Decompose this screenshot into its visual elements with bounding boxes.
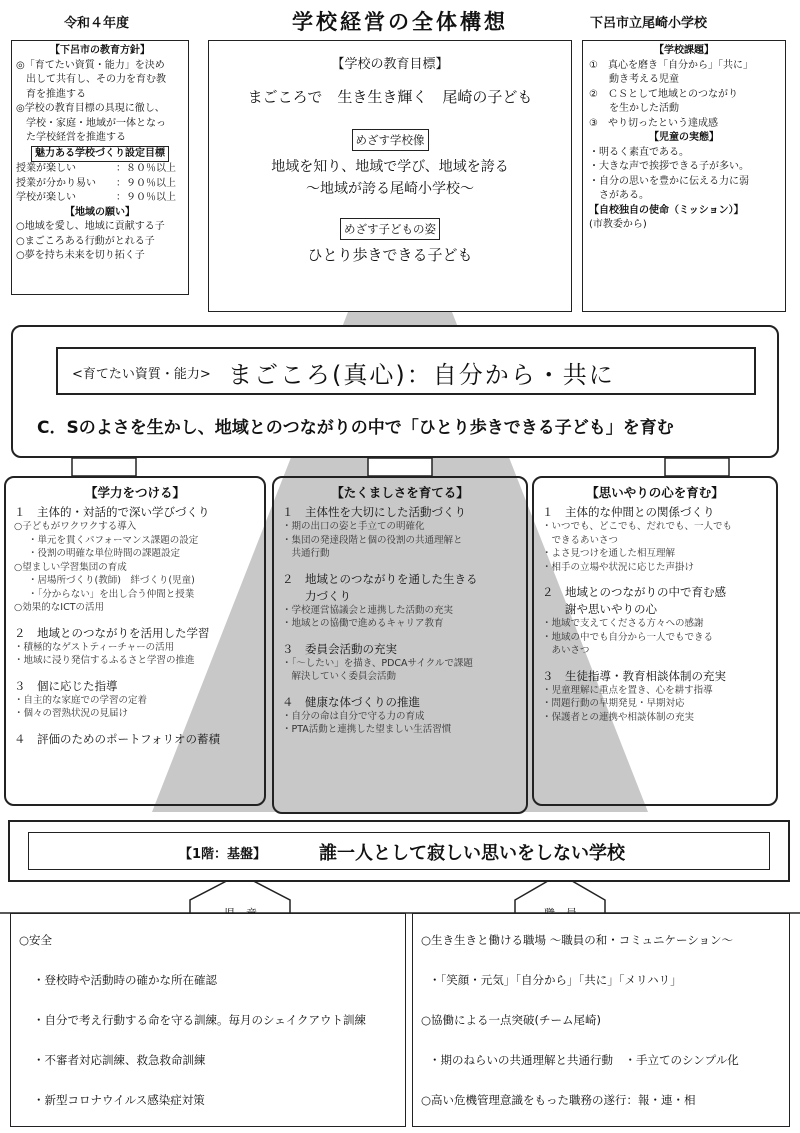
section-item: ・積極的なゲストティーチャーの活用 [14, 641, 175, 653]
school-issues-box [582, 40, 786, 312]
section-item: ・集団の発達段階と個の役割の共通理解と [282, 534, 463, 546]
section-item: ・PTA活動と連携した望ましい生活習慣 [282, 724, 452, 735]
section-item: ・「分からない」を出し合う仲間と授業 [28, 588, 195, 600]
staff-panel [412, 913, 790, 1127]
section-item: できるあいさつ [542, 534, 619, 546]
target-value: ：９０％以上 [116, 192, 176, 203]
section-item: ・単元を貫くパフォーマンス課題の設定 [28, 534, 199, 546]
target-row [16, 177, 184, 192]
reality-line: ・自分の思いを豊かに伝える力に弱 [589, 175, 749, 187]
academic-column [4, 476, 266, 806]
reality-line: ・大きな声で挨拶できる子が多い。 [589, 161, 749, 172]
goal-heading: 【学校の教育目標】 [331, 57, 449, 72]
foundation-bar [8, 820, 790, 882]
reality-line: ・明るく素直である。 [589, 146, 689, 158]
targets-heading: 魅力ある学校づくり設定目標 [31, 146, 169, 163]
kindness-heading: 【思いやりの心を育む】 [586, 485, 724, 500]
child-image: ひとり歩きできる子ども [307, 246, 473, 264]
page-title: 学校経営の全体構想 [292, 10, 508, 34]
target-value: ：８０％以上 [116, 163, 176, 174]
section-item: ○望ましい学習集団の育成 [14, 561, 127, 573]
issue-line: ② ＣＳとして地域とのつながり [589, 88, 738, 100]
wish-item: ○まごころある行動がとれる子 [16, 235, 155, 247]
section-item: ・相手の立場や状況に応じた声掛け [542, 561, 695, 573]
school-name: 下呂市立尾崎小学校 [590, 16, 708, 31]
policy-line: ◎学校の教育目標の具現に徹し、 [16, 103, 165, 114]
section-item: ・居場所づくり(教師) 絆づくり(児童) [28, 575, 195, 586]
children-line: ・登校時や活動時の確かな所在確認 [33, 973, 217, 987]
strength-heading: 【たくましさを育てる】 [331, 485, 469, 500]
reality-heading: 【児童の実態】 [649, 132, 719, 143]
children-line: ○安全 [19, 933, 53, 947]
section-item: あいさつ [542, 645, 590, 656]
section-title: ４ 健康な体づくりの推進 [282, 694, 420, 709]
target-label: 学校が楽しい [16, 192, 76, 203]
section-item: ・自主的な家庭での学習の定着 [14, 694, 148, 706]
target-value: ：９０％以上 [116, 177, 176, 189]
section-title: ３ 委員会活動の充実 [282, 641, 397, 656]
children-panel [10, 913, 406, 1127]
section-item: 解決していく委員会活動 [282, 671, 397, 682]
section-item: ・よさ見つけを通した相互理解 [542, 548, 676, 559]
policy-line: 育を推進する [16, 88, 86, 100]
issue-line: ③ やり切ったという達成感 [589, 117, 718, 129]
section-title: ４ 評価のためのポートフォリオの蓄積 [14, 731, 220, 746]
year-label: 令和４年度 [64, 16, 130, 31]
city-policy-box [11, 40, 189, 295]
target-row [16, 191, 184, 206]
policy-line: ◎「育てたい資質・能力」を決め [16, 59, 165, 71]
staff-line: ・期のねらいの共通理解と共通行動 ・手立てのシンプル化 [429, 1053, 739, 1067]
section-item: ・期の出口の姿と手立ての明確化 [282, 521, 425, 532]
issue-line: 動き考える児童 [589, 74, 679, 85]
section-title: ３ 生徒指導・教育相談体制の充実 [542, 668, 726, 683]
school-policy: C．Sのよさを生かし、地域とのつながりの中で「ひとり歩きできる子ども」を育む [37, 418, 674, 438]
children-line: ・不審者対応訓練、救急救命訓練 [33, 1053, 206, 1067]
section-title: ２ 地域とのつながりを通した生きる [282, 571, 478, 586]
section-item: ・学校運営協議会と連携した活動の充実 [282, 604, 454, 616]
strength-column [272, 476, 528, 814]
wish-item: ○地域を愛し、地域に貢献する子 [16, 221, 165, 232]
qualities-box [11, 325, 779, 458]
section-title: １ 主体的・対話的で深い学びづくり [14, 505, 210, 519]
issue-line: ① 真心を磨き「自分から」「共に」 [589, 59, 753, 71]
reality-line: さがある。 [589, 190, 649, 201]
children-line: ・新型コロナウイルス感染症対策 [33, 1093, 205, 1107]
policy-line: た学校経営を推進する [16, 132, 126, 143]
section-item: ・地域の中でも自分から一人でもできる [542, 631, 714, 643]
target-label: 授業が分かり易い [16, 177, 96, 189]
school-image-line: 地域を知り、地域で学び、地域を誇る [271, 159, 509, 175]
target-label: 授業が楽しい [16, 163, 76, 174]
foundation-inner [28, 832, 770, 870]
kindness-column [532, 476, 778, 806]
section-item: 共通行動 [282, 548, 330, 559]
qualities-label: <育てたい資質・能力> [72, 367, 211, 382]
school-image-label: めざす学校像 [352, 129, 429, 151]
staff-line: ・「笑顔・元気」「自分から」「共に」「メリハリ」 [429, 973, 682, 987]
section-title: ２ 地域とのつながりを活用した学習 [14, 625, 210, 640]
section-item: ・地域に浸り発信するふるさと学習の推進 [14, 655, 195, 666]
child-image-label: めざす子どもの姿 [340, 218, 440, 240]
school-image-line: ～地域が誇る尾崎小学校～ [306, 181, 474, 197]
wish-item: ○夢を持ち未来を切り拓く子 [16, 250, 145, 261]
foundation-text: 誰一人として寂しい思いをしない学校 [319, 843, 625, 864]
section-item: ・児童理解に重点を置き、心を耕す指導 [542, 684, 713, 696]
section-title: ３ 個に応じた指導 [14, 678, 118, 693]
section-item: ・役割の明確な単位時間の課題設定 [28, 548, 181, 559]
section-item: ・問題行動の早期発見・早期対応 [542, 698, 685, 709]
section-item: ・いつでも、どこでも、だれでも、一人でも [542, 521, 733, 532]
section-title: 力づくり [282, 588, 351, 603]
mission-note: (市教委から) [589, 219, 647, 230]
target-row [16, 162, 184, 177]
mission-heading: 【自校独自の使命（ミッション）】 [589, 204, 744, 216]
section-title: 謝や思いやりの心 [542, 602, 657, 616]
staff-line: ○協働による一点突破(チーム尾崎) [421, 1013, 602, 1027]
section-item: ・個々の習熟状況の見届け [14, 708, 129, 719]
policy-line: 出して共有し、その力を育む教 [16, 74, 166, 85]
section-item: ○効果的なICTの活用 [14, 602, 105, 613]
issue-line: を生かした活動 [589, 103, 679, 114]
city-policy-heading: 【下呂市の教育方針】 [50, 45, 150, 56]
staff-line: ○生き生きと働ける職場 ～職員の和・コミュニケーション～ [421, 933, 733, 947]
wishes-heading: 【地域の願い】 [65, 206, 135, 218]
section-item: ・地域で支えてくださる方々への感謝 [542, 618, 704, 629]
issues-heading: 【学校課題】 [654, 45, 714, 56]
section-title: １ 主体性を大切にした活動づくり [282, 505, 466, 519]
section-item: ・保護者との連携や相談体制の充実 [542, 711, 695, 723]
section-item: ・自分の命は自分で守る力の育成 [282, 710, 425, 722]
school-goal: まごころで 生き生き輝く 尾崎の子ども [247, 88, 533, 106]
policy-line: 学校・家庭・地域が一体となっ [16, 117, 166, 129]
school-goal-box [208, 40, 572, 312]
academic-heading: 【学力をつける】 [84, 485, 185, 500]
section-title: １ 主体的な仲間との関係づくり [542, 505, 715, 519]
children-line: ・自分で考え行動する命を守る訓練。毎月のシェイクアウト訓練 [33, 1013, 367, 1027]
qualities-banner [56, 347, 756, 395]
section-item: ・「～したい」を描き、PDCAサイクルで課題 [282, 657, 473, 669]
staff-line: ○高い危機管理意識をもった職務の遂行：報・連・相 [421, 1093, 696, 1107]
section-item: ○子どもがワクワクする導入 [14, 521, 137, 532]
qualities-value: まごころ(真心)：自分から・共に [228, 361, 615, 389]
section-item: ・地域との協働で進めるキャリア教育 [282, 618, 444, 629]
foundation-label: 【1階：基盤】 [179, 847, 267, 862]
section-title: ２ 地域とのつながりの中で育む感 [542, 585, 726, 599]
